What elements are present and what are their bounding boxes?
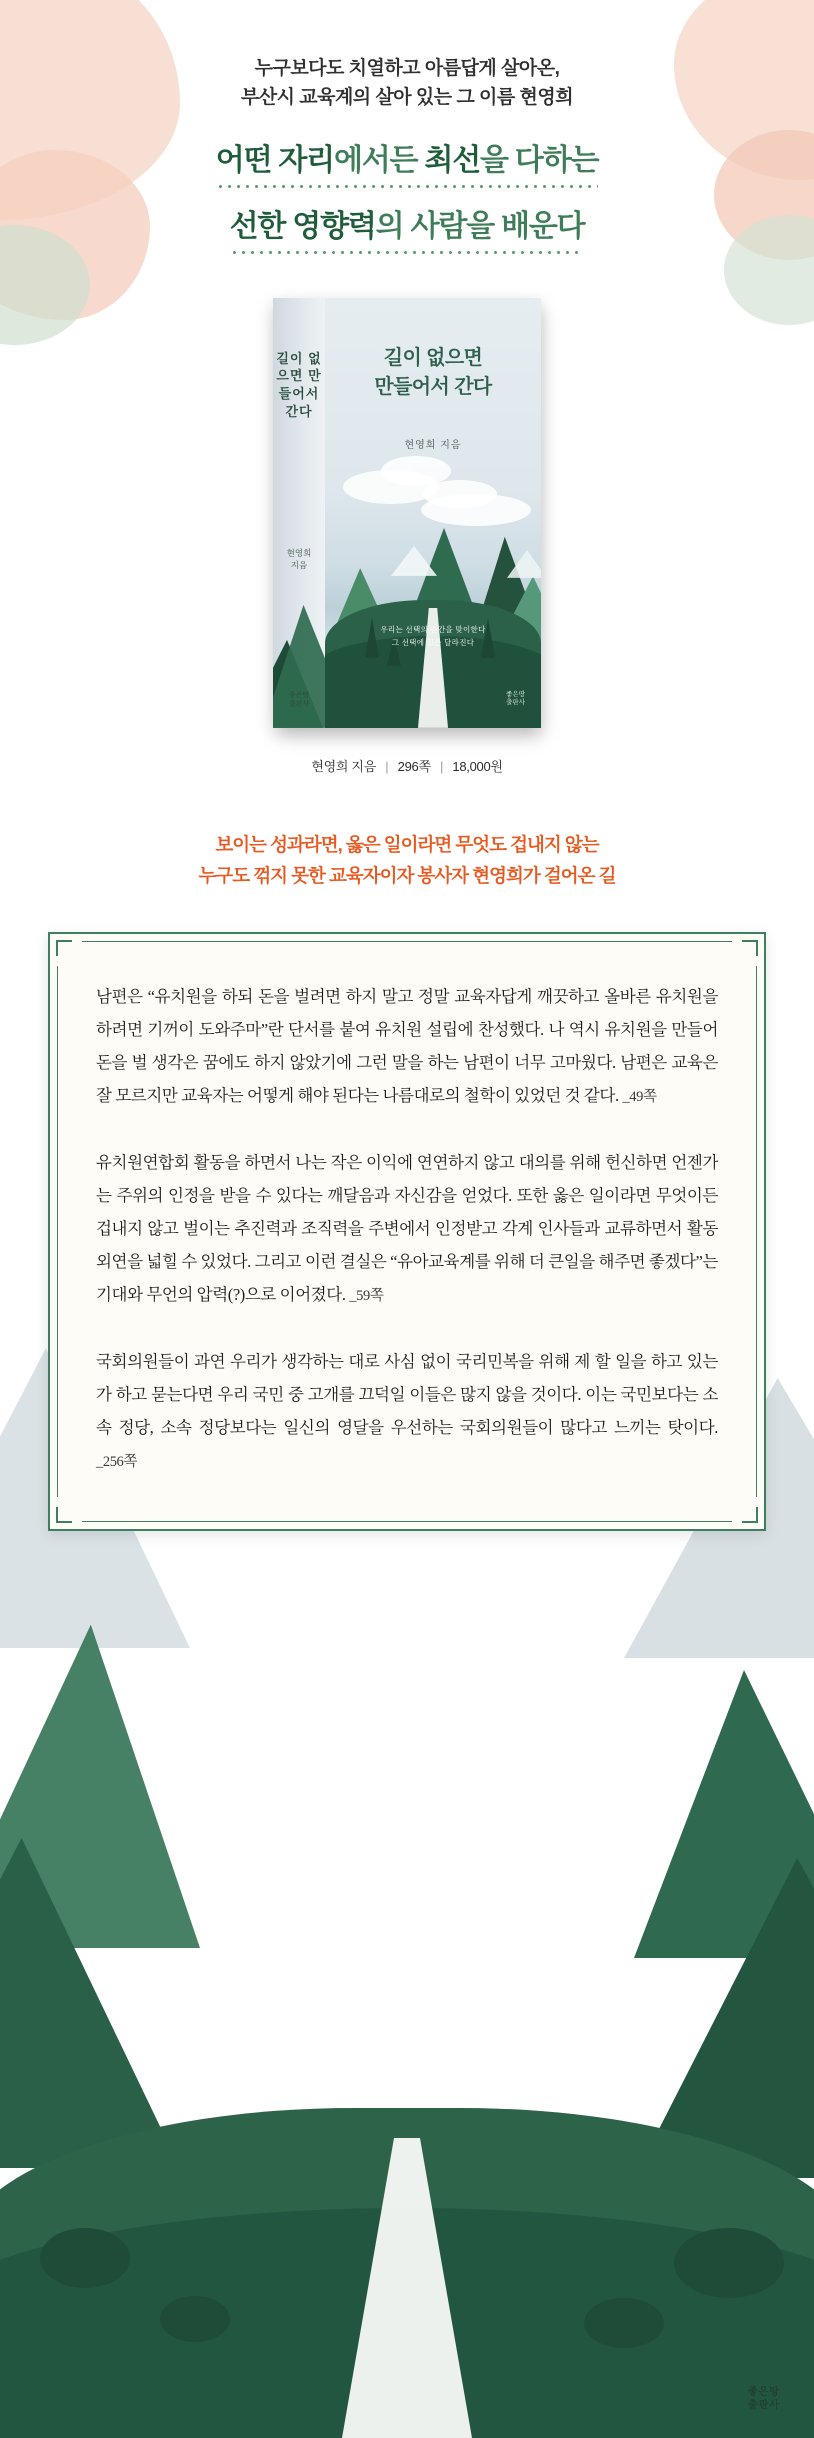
cover-publisher-logo-line-1: 좋은땅 bbox=[506, 691, 525, 698]
headline-line-2-text-b: 의 사람을 배운다 bbox=[375, 209, 585, 243]
card-corner-top-right bbox=[732, 932, 766, 966]
quote-text: 국회의원들이 과연 우리가 생각하는 대로 사심 없이 국리민복을 위해 제 할 일을 하고 있는가 하고 묻는다면 우리 국민 중 고개를 끄덕일 이들은 많지 않을 것이다. 이는 국민보다는 소속 정당, 소속 정당보다는 일신의 영달을 우선하는 국회의원들이 많다고 느끼는 탓이다. bbox=[96, 1351, 718, 1437]
book-meta-pages: 296쪽 bbox=[397, 758, 431, 774]
quote-card-wrapper bbox=[48, 932, 766, 1531]
book-meta-divider-2: | bbox=[440, 758, 444, 774]
spine-author-line-1: 현영희 bbox=[286, 547, 312, 558]
cover-snowcap-a bbox=[391, 546, 437, 576]
book-meta-price: 18,000원 bbox=[452, 758, 503, 774]
spine-title: 길이 없으면 만들어서 간다 bbox=[276, 350, 322, 419]
book-cover-image bbox=[257, 298, 557, 738]
card-corner-bottom-left bbox=[48, 1497, 82, 1531]
cover-title-line-2: 만들어서 간다 bbox=[374, 375, 492, 398]
kicker-line-2: 부산시 교육계의 살아 있는 그 이름 현영희 bbox=[240, 87, 574, 109]
quote-paragraph bbox=[96, 980, 718, 1112]
cover-author: 현영희 지음 bbox=[404, 439, 462, 451]
headline-line-1-text-b: 에서든 bbox=[333, 143, 425, 177]
headline-line-1 bbox=[216, 135, 599, 188]
book-3d bbox=[273, 298, 541, 728]
subhead-line-2: 누구도 꺾지 못한 교육자이자 봉사자 현영희가 걸어온 길 bbox=[198, 865, 616, 887]
publisher-mark-line-2: 출판사 bbox=[748, 2399, 780, 2411]
card-corner-bottom-right bbox=[732, 1497, 766, 1531]
book-meta bbox=[0, 756, 814, 775]
kicker-line-1: 누구보다도 치열하고 아름답게 살아온, bbox=[254, 58, 560, 79]
headline-block bbox=[0, 0, 814, 254]
headline-lines bbox=[0, 135, 814, 254]
book-meta-divider-1: | bbox=[385, 758, 389, 774]
cover-subtitle-line-1: 우리는 선택의 순간을 맞이한다 bbox=[380, 625, 486, 635]
cover-subtitle bbox=[325, 624, 541, 650]
headline-line-1-emphasis-c: 최선 bbox=[424, 143, 481, 177]
background-bush-left-2 bbox=[160, 2296, 230, 2342]
cover-title bbox=[325, 344, 541, 402]
cover-publisher-logo bbox=[506, 691, 525, 708]
cover-title-line-1: 길이 없으면 bbox=[383, 346, 483, 369]
publisher-mark-line-1: 좋은땅 bbox=[748, 2387, 780, 2398]
spine-publisher-logo-line-2: 출판사 bbox=[288, 701, 310, 709]
quote-page: _59쪽 bbox=[349, 1287, 384, 1304]
spine-publisher-logo bbox=[273, 692, 325, 710]
spine-publisher-logo-line-1: 좋은땅 bbox=[288, 692, 310, 700]
subhead-block bbox=[0, 829, 814, 892]
quote-text: 남편은 “유치원을 하되 돈을 벌려면 하지 말고 정말 교육자답게 깨끗하고 올바른 유치원을 하려면 기꺼이 도와주마”란 단서를 붙여 유치원 설립에 찬성했다. 나 역시 유치원을 만들어 돈을 벌 생각은 꿈에도 하지 않았기에 그런 말을 하는 남편이 너무 고마웠다. 남편은 교육은 잘 모르지만 교육자는 어떻게 해야 된다는 나름대로의 철학이 있었던 것 같다. bbox=[96, 986, 718, 1105]
headline-line-1-text-d: 을 다하는 bbox=[480, 143, 599, 177]
quote-page: _256쪽 bbox=[96, 1453, 138, 1470]
cover-subtitle-line-2: 그 선택에 길은 달라진다 bbox=[391, 638, 475, 648]
quote-paragraph bbox=[96, 1146, 718, 1311]
cover-publisher-logo-line-2: 출판사 bbox=[506, 699, 525, 707]
headline-line-1-emphasis-a: 어떤 자리 bbox=[215, 143, 334, 177]
book-spine bbox=[273, 298, 325, 728]
background-bush-left bbox=[40, 2228, 130, 2288]
spine-author-line-2: 지음 bbox=[290, 559, 308, 570]
kicker-text bbox=[0, 54, 814, 113]
book-meta-author: 현영희 지음 bbox=[311, 758, 376, 774]
subhead-line-1: 보이는 성과라면, 옳은 일이라면 무엇도 겁내지 않는 bbox=[215, 833, 599, 855]
headline-line-2-emphasis-a: 선한 영향력 bbox=[229, 209, 376, 243]
quote-card bbox=[48, 932, 766, 1531]
background-bush-right-2 bbox=[584, 2298, 664, 2348]
headline-line-2 bbox=[230, 201, 585, 254]
quote-page: _49쪽 bbox=[622, 1088, 657, 1105]
book-front-cover bbox=[325, 298, 541, 728]
background-bush-right bbox=[674, 2228, 784, 2298]
spine-author bbox=[273, 548, 325, 572]
quote-paragraph bbox=[96, 1345, 718, 1477]
cover-cloud-4 bbox=[423, 480, 497, 508]
quote-text: 유치원연합회 활동을 하면서 나는 작은 이익에 연연하지 않고 대의를 위해 헌신하면 언젠가는 주위의 인정을 받을 수 있다는 깨달음과 자신감을 얻었다. 또한 옳은 일이라면 무엇이든 겁내지 않고 벌이는 추진력과 조직력을 주변에서 인정받고 각계 인사들과 교류하면서 활동 외연을 넓힐 수 있었다. 그리고 이런 결실은 “유아교육계를 위해 더 큰일을 해주면 좋겠다”는 기대와 무언의 압력(?)으로 이어졌다. bbox=[96, 1152, 718, 1304]
publisher-mark bbox=[748, 2387, 780, 2412]
card-corner-top-left bbox=[48, 932, 82, 966]
